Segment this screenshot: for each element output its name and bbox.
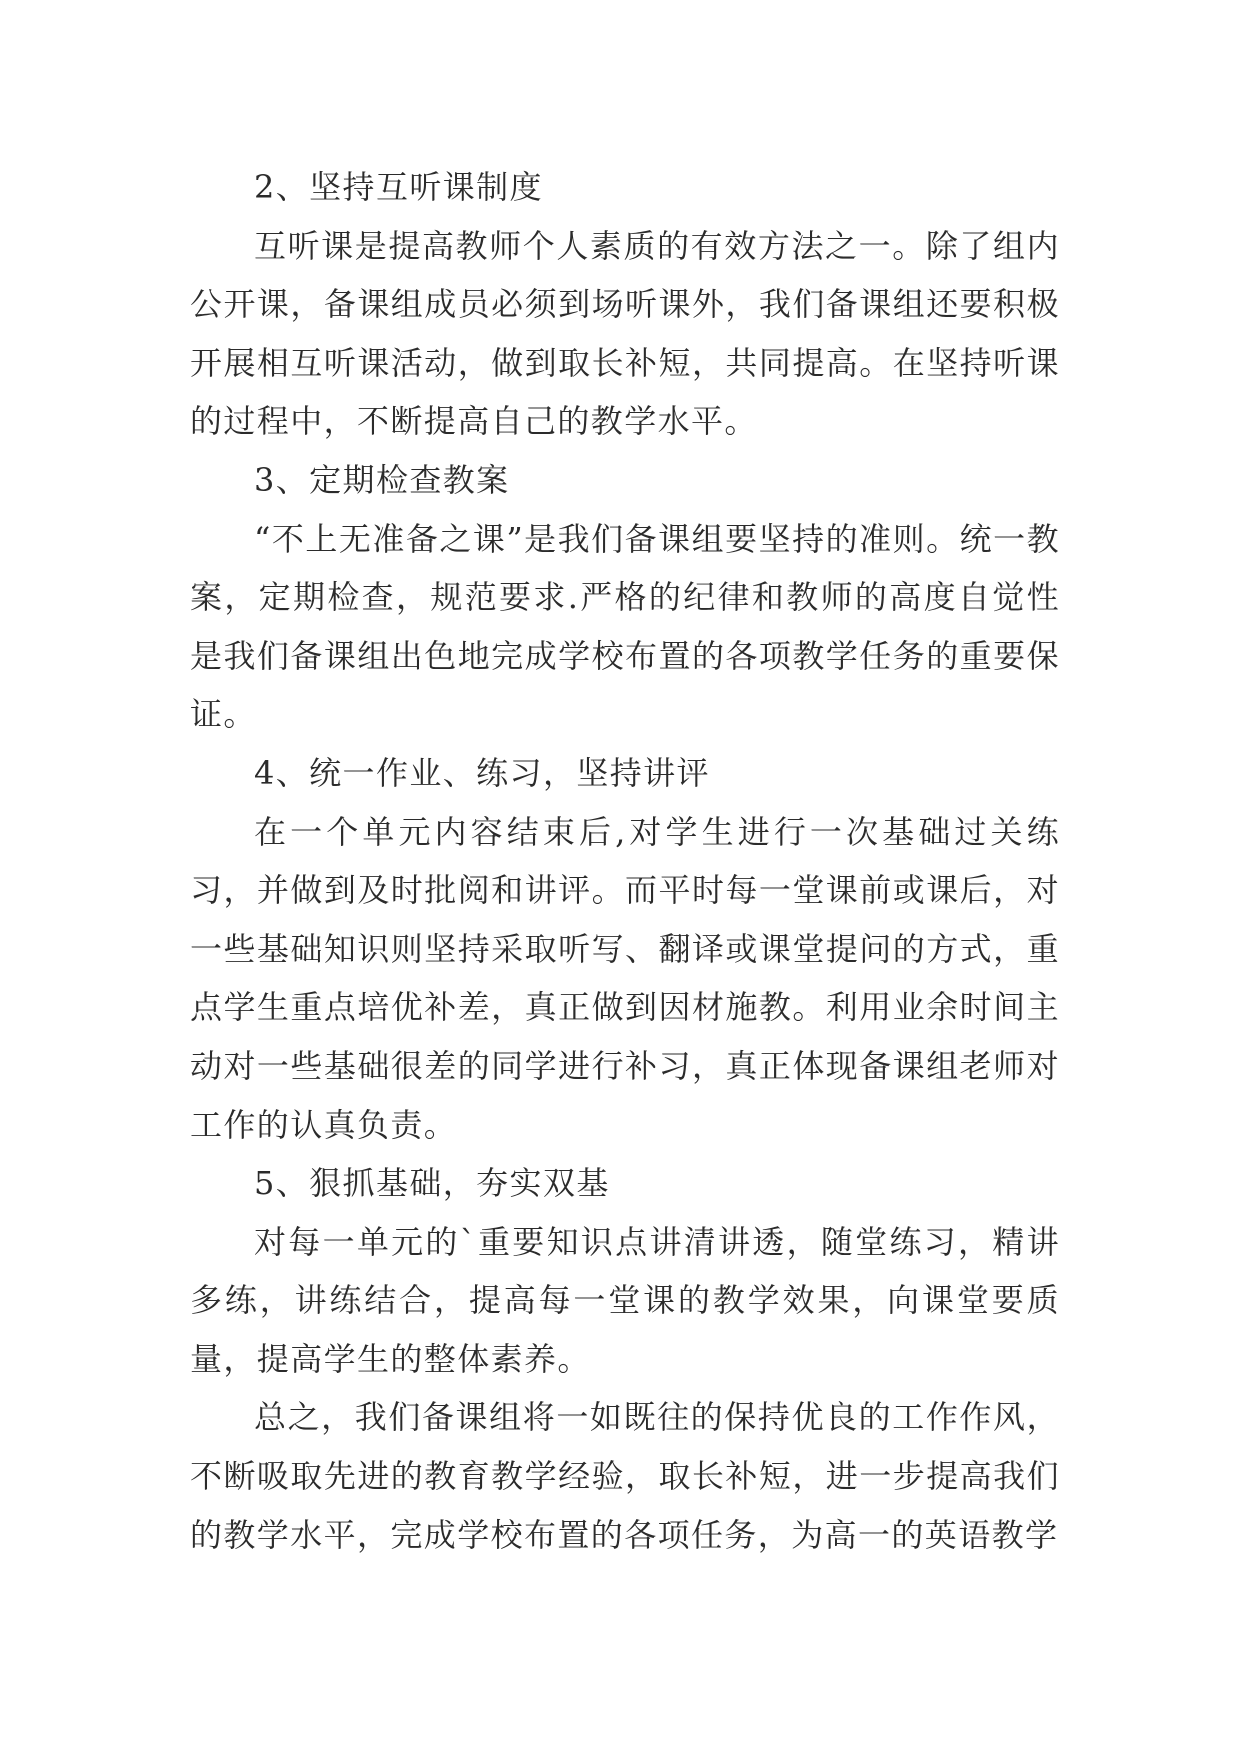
document-body — [190, 158, 1060, 1564]
paragraph-mutual-lessons: 互听课是提高教师个人素质的有效方法之一。除了组内公开课，备课组成员必须到场听课外，我们备课组还要积极开展相互听课活动，做到取长补短，共同提高。在坚持听课的过程中，不断提高自己的教学水平。 — [190, 226, 1060, 441]
section-heading-2: 2、坚持互听课制度 — [254, 168, 543, 206]
paragraph-summary: 总之，我们备课组将一如既往的保持优良的工作作风，不断吸取先进的教育教学经验，取长补短，进一步提高我们的教学水平，完成学校布置的各项任务，为高一的英语教学 — [190, 1398, 1060, 1554]
paragraph-lesson-plans: “不上无准备之课”是我们备课组要坚持的准则。统一教案，定期检查，规范要求.严格的纪律和教师的高度自觉性是我们备课组出色地完成学校布置的各项教学任务的重要保证。 — [190, 519, 1060, 734]
section-heading-5: 5、狠抓基础，夯实双基 — [254, 1164, 610, 1203]
paragraph-basics: 对每一单元的`重要知识点讲清讲透，随堂练习，精讲多练，讲练结合，提高每一堂课的教学效果，向课堂要质量，提高学生的整体素养。 — [190, 1222, 1060, 1378]
section-heading-4: 4、统一作业、练习，坚持讲评 — [254, 753, 710, 792]
section-heading-3: 3、定期检查教案 — [254, 460, 510, 499]
paragraph-homework: 在一个单元内容结束后,对学生进行一次基础过关练习，并做到及时批阅和讲评。而平时每一堂课前或课后，对一些基础知识则坚持采取听写、翻译或课堂提问的方式，重点学生重点培优补差，真正做到因材施教。利用业余时间主动对一些基础很差的同学进行补习，真正体现备课组老师对工作的认真负责。 — [190, 812, 1060, 1144]
